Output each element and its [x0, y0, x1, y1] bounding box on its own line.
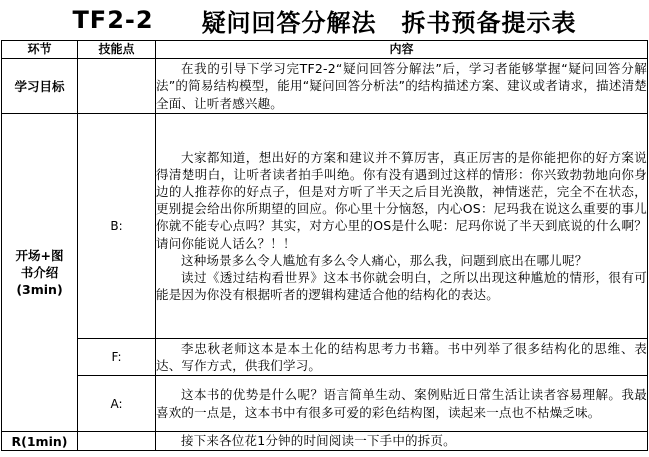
intro-a-row [2, 376, 648, 432]
goal-row [2, 59, 648, 114]
skill-f: F: [78, 339, 156, 376]
reading-skill-empty [78, 432, 156, 451]
skill-b: B: [78, 114, 156, 339]
intro-b-p1: 大家都知道，想出好的方案和建议并不算厉害，真正厉害的是你能把你的好方案说得清楚明白，让听者读者拍手叫绝。你有没有遇到过这样的情形：你兴致勃勃地向你身边的人推荐你的好点子，但是对方听了半天之后目光涣散，神情迷茫，完全不在状态，更别提会给出你所期望的回应。你心里十分恼怒，内心OS：尼玛我在说这么重要的事儿你就不能专心点吗？其实，对方心里的OS是什么呢：尼玛你说了半天到底说的什么啊？请问你能说人话么？！！ [156, 149, 647, 251]
intro-section-line3: (3min) [16, 282, 63, 297]
intro-f-text: 李忠秋老师这本是本土化的结构思考力书籍。书中列举了很多结构化的思维、表达、写作方式，供我们学习。 [156, 340, 647, 373]
title-code: TF2-2 [72, 6, 154, 34]
reading-content [156, 432, 648, 451]
goal-section: 学习目标 [2, 59, 78, 114]
prep-table [1, 40, 648, 451]
header-row [2, 41, 648, 59]
page-title [0, 0, 649, 40]
intro-section [2, 114, 78, 432]
intro-b-p2: 这种场景多么令人尴尬有多么令人痛心，那么我，问题到底出在哪儿呢？ [181, 252, 588, 268]
intro-a-text: 这本书的优势是什么呢？语言简单生动、案例贴近日常生活让读者容易理解。我最喜欢的一点是，这本书中有很多可爱的彩色结构图，读起来一点也不枯燥乏味。 [156, 387, 647, 420]
reading-text: 接下来各位花1分钟的时间阅读一下手中的拆页。 [181, 433, 456, 449]
intro-b-content [156, 114, 648, 339]
intro-f-content [156, 339, 648, 376]
intro-f-row [2, 339, 648, 376]
title-main: 疑问回答分解法 拆书预备提示表 [201, 8, 577, 37]
skill-a: A: [78, 376, 156, 432]
header-stage: 环节 [2, 41, 78, 59]
header-content: 内容 [156, 41, 648, 59]
intro-section-line1: 开场+图 [15, 248, 64, 263]
goal-content [156, 59, 648, 114]
intro-a-content [156, 376, 648, 432]
goal-text: 在我的引导下学习完TF2-2“疑问回答分解法”后，学习者能够掌握“疑问回答分解法”的简易结构模型，能用“疑问回答分析法”的结构描述方案、建议或者请求，描述清楚全面、让听者感兴趣。 [156, 61, 647, 111]
intro-section-line2: 书介绍 [20, 265, 59, 280]
goal-skill-empty [78, 59, 156, 114]
header-skill: 技能点 [78, 41, 156, 59]
reading-row [2, 432, 648, 451]
intro-b-row [2, 114, 648, 339]
intro-b-p3: 读过《透过结构看世界》这本书你就会明白，之所以出现这种尴尬的情形，很有可能是因为你没有根据听者的逻辑构建适合他的结构化的表达。 [156, 270, 647, 303]
reading-section: R(1min) [2, 432, 78, 451]
